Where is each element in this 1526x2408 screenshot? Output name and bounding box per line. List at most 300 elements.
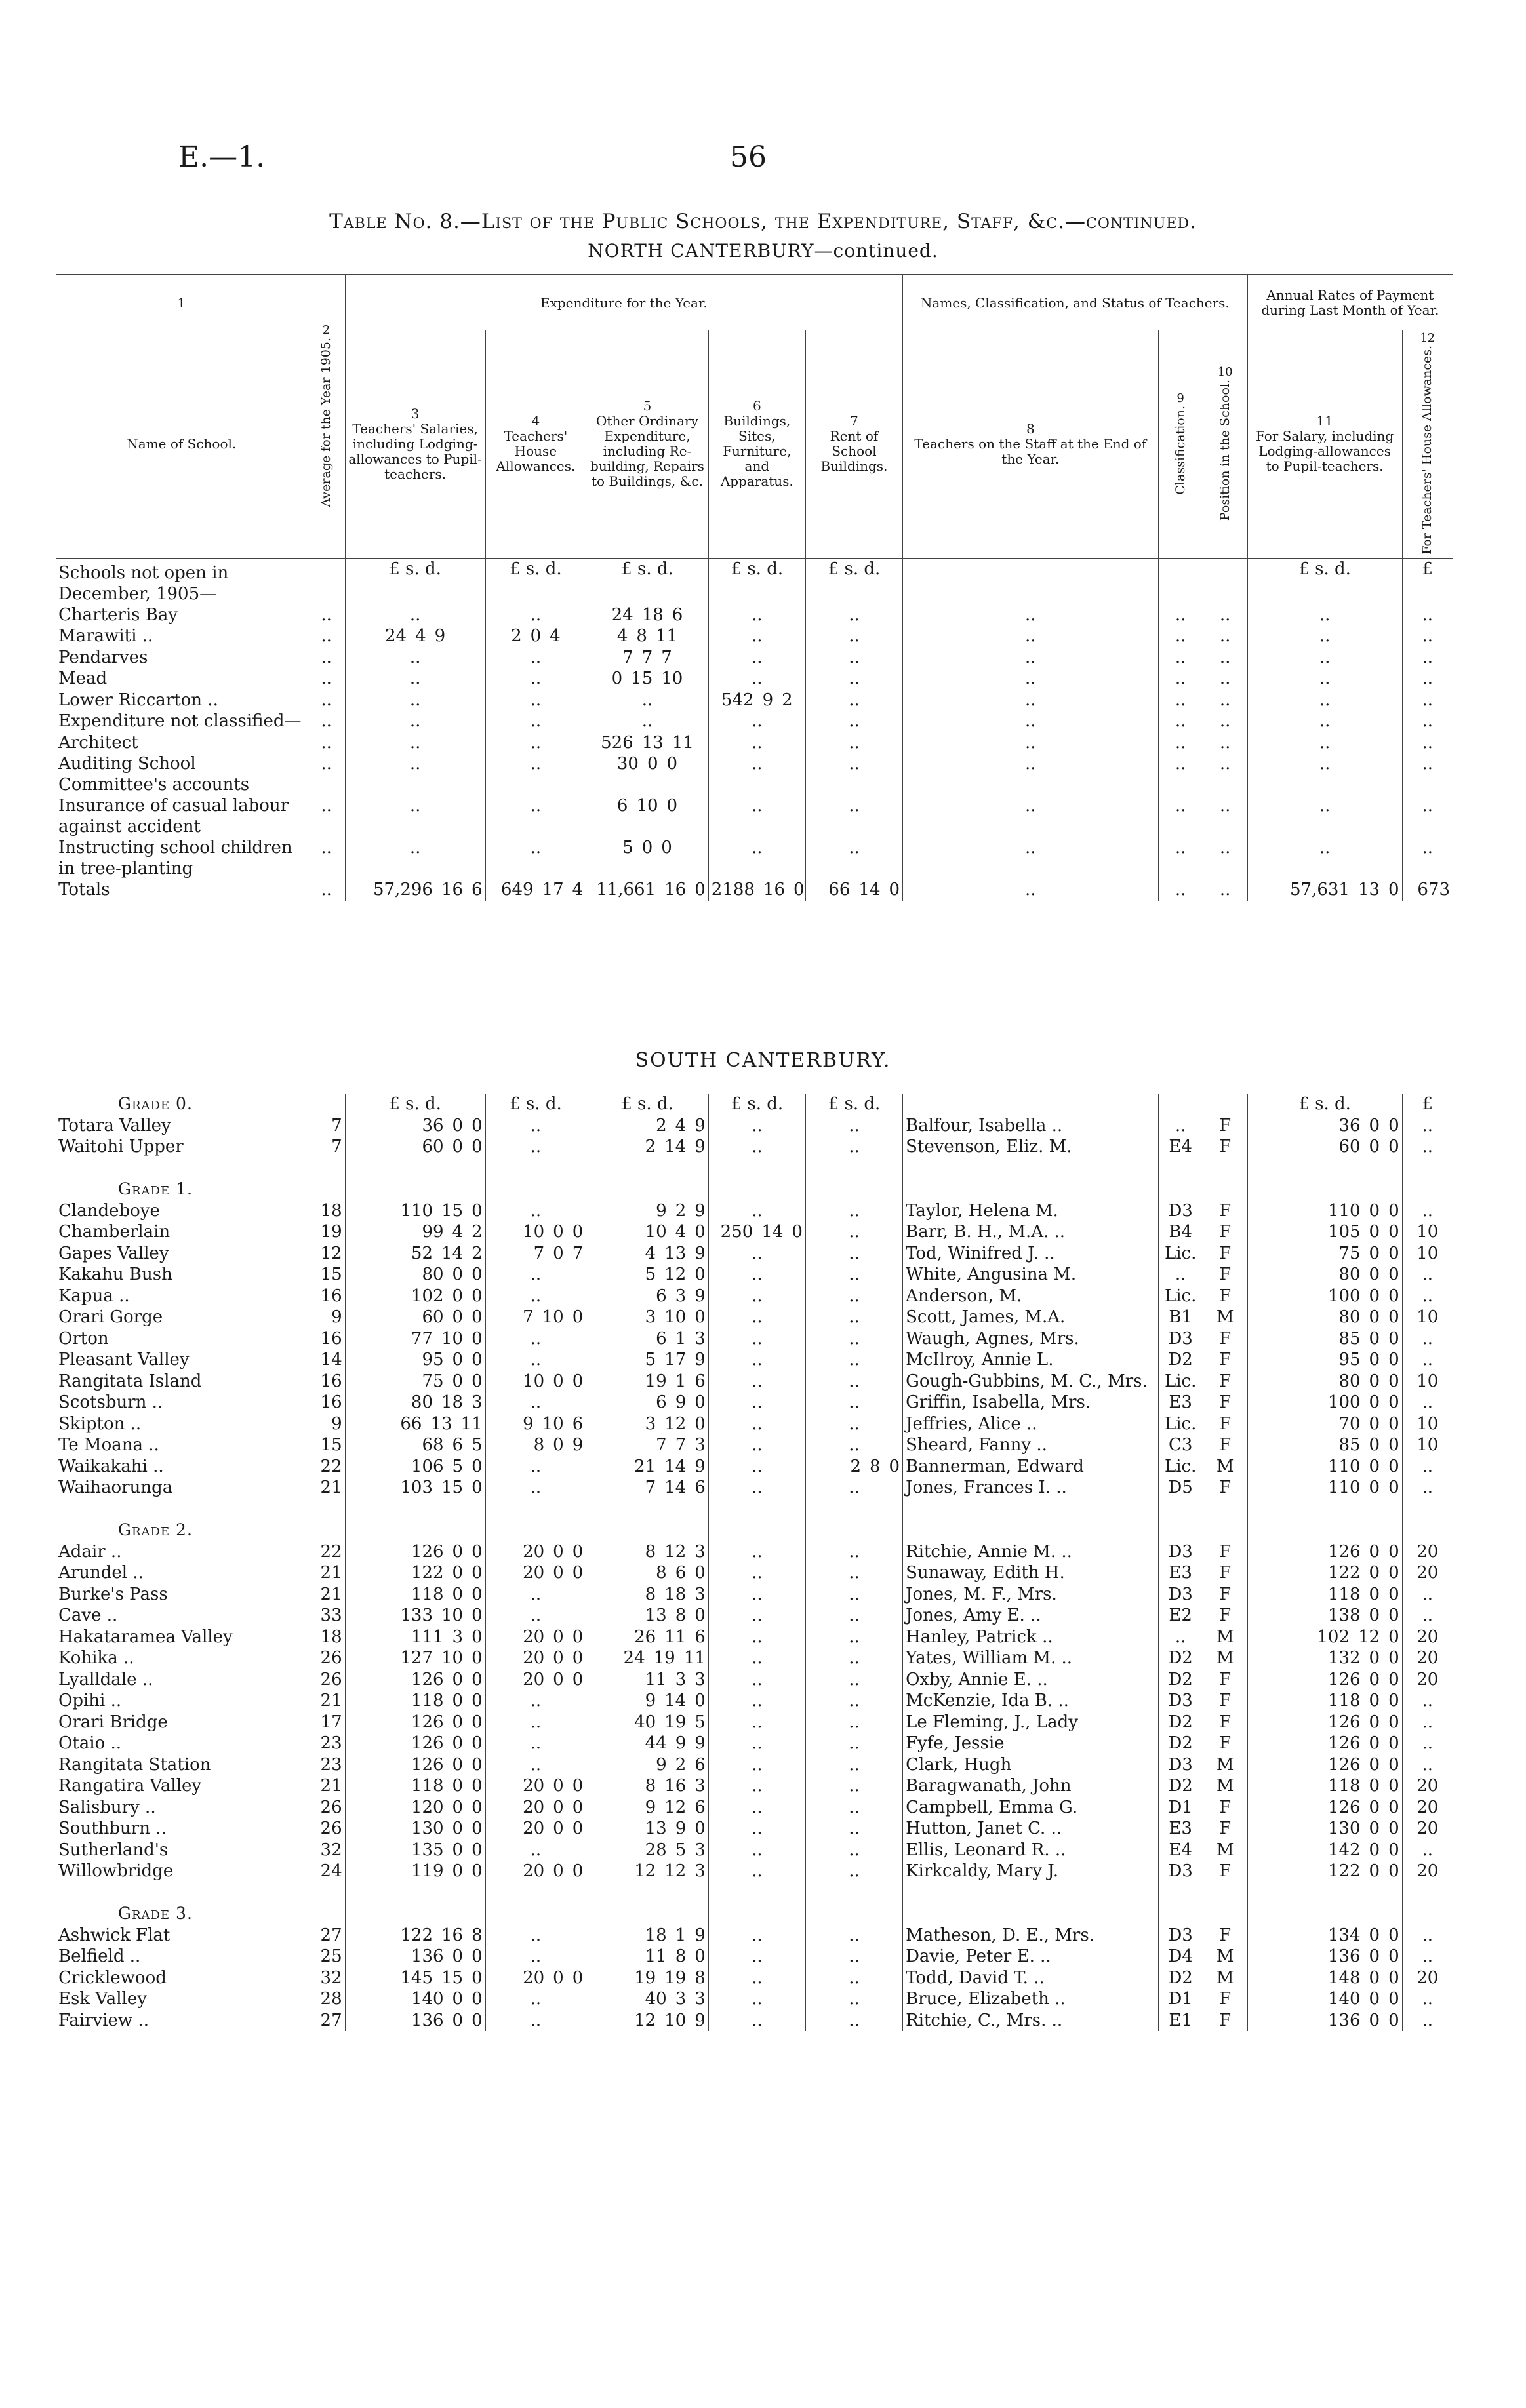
teacher-salaries: 126 0 0: [345, 1541, 485, 1563]
rent: ..: [805, 668, 902, 690]
school-name: Burke's Pass: [58, 1584, 168, 1604]
house-rate: ..: [1402, 1115, 1453, 1137]
buildings: ..: [708, 1818, 805, 1840]
rent: ..: [805, 753, 902, 795]
teacher-name: ..: [903, 753, 1159, 795]
teacher-name: Ellis, Leonard R. ..: [903, 1840, 1159, 1861]
other-expenditure: 24 18 6: [586, 604, 709, 626]
house-rate: 20: [1402, 1967, 1453, 1989]
salary-rate: ..: [1247, 604, 1402, 626]
classification: D3: [1158, 1328, 1203, 1350]
salary-rate: 100 0 0: [1247, 1392, 1402, 1413]
table-row: [56, 1754, 1453, 1776]
teacher-name: ..: [903, 732, 1159, 754]
buildings: ..: [708, 1669, 805, 1691]
teacher-salaries: 36 0 0: [345, 1115, 485, 1137]
teacher-name: McIlroy, Annie L.: [903, 1349, 1159, 1371]
avg-value: 26: [308, 1648, 345, 1669]
col7-header: Rent of School Buildings.: [820, 428, 888, 475]
classification: D3: [1158, 1200, 1203, 1222]
other-expenditure: 8 6 0: [586, 1562, 709, 1584]
classification: Lic.: [1158, 1456, 1203, 1478]
col9-header: Classification.: [1173, 405, 1188, 495]
rent: ..: [805, 732, 902, 754]
other-expenditure: 9 12 6: [586, 1797, 709, 1819]
group-spacer: [586, 1520, 709, 1541]
table-row: [56, 1413, 1453, 1435]
teacher-salaries: 75 0 0: [345, 1371, 485, 1392]
school-name: Esk Valley: [58, 1989, 147, 2009]
house-rate: ..: [1402, 732, 1453, 754]
teacher-salaries: 60 0 0: [345, 1307, 485, 1328]
group-spacer: [485, 1903, 586, 1925]
col10-header: Position in the School.: [1217, 379, 1232, 521]
table-row: [56, 1307, 1453, 1328]
table-row: [56, 1136, 1453, 1158]
rent: ..: [805, 1754, 902, 1776]
rent: ..: [805, 1328, 902, 1350]
classification: E4: [1158, 1136, 1203, 1158]
house-rate: 10: [1402, 1371, 1453, 1392]
units-label: £ s. d.: [345, 1094, 485, 1115]
rent: ..: [805, 1733, 902, 1754]
table-row: [56, 753, 1453, 795]
spacer-cell: [586, 1499, 709, 1520]
buildings: ..: [708, 1434, 805, 1456]
salary-rate: 110 0 0: [1247, 1477, 1402, 1499]
group-spacer: [903, 1179, 1159, 1200]
spacer-cell: [485, 1499, 586, 1520]
spacer-cell: [345, 1882, 485, 1904]
salary-rate: 118 0 0: [1247, 1690, 1402, 1712]
salary-rate: 126 0 0: [1247, 1797, 1402, 1819]
avg-value: 26: [308, 1818, 345, 1840]
expenditure-header: Expenditure for the Year.: [345, 275, 902, 330]
other-expenditure: 0 15 10: [586, 668, 709, 690]
classification: Lic.: [1158, 1371, 1203, 1392]
classification: D1: [1158, 1988, 1203, 2010]
avg-value: 26: [308, 1669, 345, 1691]
salary-rate: ..: [1247, 647, 1402, 669]
total-salaries: 57,296 16 6: [345, 879, 485, 901]
table-row: [56, 1541, 1453, 1563]
table-row: [56, 1562, 1453, 1584]
teacher-name: Tod, Winifred J. ..: [903, 1243, 1159, 1265]
teacher-salaries: 126 0 0: [345, 1712, 485, 1733]
spacer-cell: [485, 1882, 586, 1904]
salary-rate: 134 0 0: [1247, 1925, 1402, 1946]
teacher-name: ..: [903, 879, 1159, 901]
spacer-cell: [903, 1158, 1159, 1179]
group-spacer: [1247, 1179, 1402, 1200]
other-expenditure: 4 8 11: [586, 625, 709, 647]
other-expenditure: 7 7 3: [586, 1434, 709, 1456]
col12-number: 12: [1420, 331, 1436, 345]
col11-header: For Salary, including Lodging-allowances to Pupil-teachers.: [1255, 428, 1394, 475]
col2-number: 2: [322, 323, 331, 338]
other-expenditure: 6 1 3: [586, 1328, 709, 1350]
spacer-cell: [708, 1882, 805, 1904]
classification: ..: [1158, 753, 1203, 795]
grade-label: Grade 0.: [118, 1094, 193, 1113]
teacher-salaries: ..: [345, 690, 485, 711]
rent: 2 8 0: [805, 1456, 902, 1478]
house-rate: 10: [1402, 1243, 1453, 1265]
table-row: [56, 1712, 1453, 1733]
col1-number: 1: [56, 275, 308, 330]
spacer-cell: [56, 1158, 308, 1179]
classification: B4: [1158, 1221, 1203, 1243]
house-allowances: ..: [485, 711, 586, 732]
total-salary-rate: 57,631 13 0: [1247, 879, 1402, 901]
school-name: Rangitata Island: [58, 1371, 202, 1391]
teacher-salaries: 130 0 0: [345, 1818, 485, 1840]
teacher-salaries: 118 0 0: [345, 1584, 485, 1606]
salary-rate: 102 12 0: [1247, 1627, 1402, 1648]
total-house: 649 17 4: [485, 879, 586, 901]
buildings: ..: [708, 1861, 805, 1882]
teacher-name: Sheard, Fanny ..: [903, 1434, 1159, 1456]
classification: ..: [1158, 647, 1203, 669]
rent: ..: [805, 1221, 902, 1243]
position: F: [1203, 1349, 1247, 1371]
teacher-name: Bannerman, Edward: [903, 1456, 1159, 1478]
salary-rate: 80 0 0: [1247, 1371, 1402, 1392]
salary-rate: ..: [1247, 668, 1402, 690]
spacer-cell: [1158, 1158, 1203, 1179]
rent: ..: [805, 1200, 902, 1222]
house-allowances: ..: [485, 1286, 586, 1307]
buildings: ..: [708, 1328, 805, 1350]
teacher-salaries: 80 0 0: [345, 1264, 485, 1286]
table-row: [56, 1648, 1453, 1669]
salary-rate: ..: [1247, 795, 1402, 837]
teacher-name: [903, 558, 1159, 604]
avg-value: 18: [308, 1200, 345, 1222]
teacher-name: Balfour, Isabella ..: [903, 1115, 1159, 1137]
table-row: [56, 1903, 1453, 1925]
other-expenditure: 12 12 3: [586, 1861, 709, 1882]
table-row: [56, 1328, 1453, 1350]
classification: D2: [1158, 1712, 1203, 1733]
salary-rate: 142 0 0: [1247, 1840, 1402, 1861]
salary-rate: ..: [1247, 711, 1402, 732]
buildings: ..: [708, 1286, 805, 1307]
house-allowances: ..: [485, 1456, 586, 1478]
rent: ..: [805, 1775, 902, 1797]
classification: D2: [1158, 1967, 1203, 1989]
avg-value: 22: [308, 1456, 345, 1478]
school-name: Southburn ..: [58, 1819, 167, 1838]
spacer-cell: [903, 1499, 1159, 1520]
salary-rate: 140 0 0: [1247, 1988, 1402, 2010]
teachers-group-header: Names, Classification, and Status of Teachers.: [903, 275, 1248, 330]
units-label: £ s. d.: [586, 1094, 709, 1115]
table-row: [56, 1797, 1453, 1819]
table-row: [56, 1520, 1453, 1541]
units-spacer: [1203, 1094, 1247, 1115]
position: F: [1203, 2010, 1247, 2032]
teacher-name: Davie, Peter E. ..: [903, 1946, 1159, 1967]
other-expenditure: 3 10 0: [586, 1307, 709, 1328]
house-rate: ..: [1402, 1328, 1453, 1350]
avg-value: 25: [308, 1946, 345, 1967]
house-rate: ..: [1402, 625, 1453, 647]
teacher-salaries: 122 0 0: [345, 1562, 485, 1584]
classification: ..: [1158, 604, 1203, 626]
grade-label: Grade 3.: [118, 1904, 193, 1923]
salary-rate: ..: [1247, 753, 1402, 795]
spacer-cell: [56, 1882, 308, 1904]
house-allowances: ..: [485, 1712, 586, 1733]
group-spacer: [1203, 1179, 1247, 1200]
house-rate: ..: [1402, 1690, 1453, 1712]
school-name: Marawiti ..: [58, 626, 153, 646]
house-rate: ..: [1402, 1456, 1453, 1478]
position: F: [1203, 1669, 1247, 1691]
teacher-name: ..: [903, 837, 1159, 879]
rent: ..: [805, 1115, 902, 1137]
other-expenditure: 24 19 11: [586, 1648, 709, 1669]
house-allowances: 20 0 0: [485, 1818, 586, 1840]
house-allowances: 20 0 0: [485, 1797, 586, 1819]
house-allowances: ..: [485, 1328, 586, 1350]
page-number: 56: [730, 140, 767, 174]
other-expenditure: 526 13 11: [586, 732, 709, 754]
buildings: ..: [708, 1200, 805, 1222]
teacher-name: Barr, B. H., M.A. ..: [903, 1221, 1159, 1243]
teacher-name: Ritchie, Annie M. ..: [903, 1541, 1159, 1563]
school-name: Hakataramea Valley: [58, 1627, 233, 1647]
table-row: [56, 1882, 1453, 1904]
buildings: ..: [708, 1775, 805, 1797]
house-allowances: ..: [485, 1200, 586, 1222]
other-expenditure: 13 9 0: [586, 1818, 709, 1840]
group-spacer: [1158, 1520, 1203, 1541]
table-row: [56, 668, 1453, 690]
school-name: Willowbridge: [58, 1861, 174, 1881]
house-rate: ..: [1402, 1264, 1453, 1286]
salary-rate: 75 0 0: [1247, 1243, 1402, 1265]
buildings: ..: [708, 1733, 805, 1754]
house-allowances: ..: [485, 837, 586, 879]
buildings: ..: [708, 1988, 805, 2010]
avg-value: ..: [308, 879, 345, 901]
teacher-name: Le Fleming, J., Lady: [903, 1712, 1159, 1733]
teacher-name: ..: [903, 647, 1159, 669]
house-allowances: ..: [485, 1988, 586, 2010]
position: F: [1203, 1712, 1247, 1733]
table-row: [56, 1669, 1453, 1691]
group-spacer: [1247, 1903, 1402, 1925]
col11-number: 11: [1316, 413, 1333, 429]
buildings: ..: [708, 1648, 805, 1669]
rent: ..: [805, 1925, 902, 1946]
classification: ..: [1158, 1627, 1203, 1648]
table-row: [56, 711, 1453, 732]
units-label: £ s. d.: [708, 1094, 805, 1115]
school-name: Gapes Valley: [58, 1243, 169, 1263]
avg-value: 26: [308, 1797, 345, 1819]
table-row: [56, 625, 1453, 647]
rent: ..: [805, 1392, 902, 1413]
table-row: [56, 1094, 1453, 1115]
rent: ..: [805, 1562, 902, 1584]
avg-value: 15: [308, 1264, 345, 1286]
avg-value: 24: [308, 1861, 345, 1882]
spacer-cell: [308, 1158, 345, 1179]
avg-value: 32: [308, 1840, 345, 1861]
other-expenditure: 8 16 3: [586, 1775, 709, 1797]
total-other: 11,661 16 0: [586, 879, 709, 901]
classification: ..: [1158, 668, 1203, 690]
table-row: [56, 1456, 1453, 1478]
table-row: [56, 1775, 1453, 1797]
teacher-name: ..: [903, 711, 1159, 732]
position: F: [1203, 1243, 1247, 1265]
house-allowances: ..: [485, 1690, 586, 1712]
salary-rate: 136 0 0: [1247, 1946, 1402, 1967]
avg-value: 16: [308, 1328, 345, 1350]
rent: ..: [805, 1286, 902, 1307]
rent: ..: [805, 1861, 902, 1882]
col5-number: 5: [643, 398, 652, 414]
position: F: [1203, 1562, 1247, 1584]
classification: D4: [1158, 1946, 1203, 1967]
rent: ..: [805, 2010, 902, 2032]
classification: ..: [1158, 1115, 1203, 1137]
school-name: Opihi ..: [58, 1691, 122, 1710]
teacher-name: Matheson, D. E., Mrs.: [903, 1925, 1159, 1946]
house-allowances: ..: [485, 1946, 586, 1967]
classification: E4: [1158, 1840, 1203, 1861]
school-name: Rangitata Station: [58, 1754, 211, 1775]
spacer-cell: [1247, 1882, 1402, 1904]
spacer-cell: [586, 1158, 709, 1179]
house-allowances: ..: [485, 647, 586, 669]
classification: ..: [1158, 795, 1203, 837]
group-spacer: [586, 1903, 709, 1925]
avg-value: ..: [308, 753, 345, 795]
group-spacer: [1402, 1903, 1453, 1925]
position: F: [1203, 1392, 1247, 1413]
position: ..: [1203, 625, 1247, 647]
salary-rate: 122 0 0: [1247, 1562, 1402, 1584]
school-name: Expenditure not classified—: [58, 711, 302, 732]
other-expenditure: 13 8 0: [586, 1605, 709, 1627]
other-expenditure: 19 1 6: [586, 1371, 709, 1392]
spacer-cell: [1402, 1499, 1453, 1520]
position: ..: [1203, 753, 1247, 795]
avg-value: 16: [308, 1392, 345, 1413]
units-spacer: [1158, 1094, 1203, 1115]
house-rate: ..: [1402, 1733, 1453, 1754]
rent: ..: [805, 1840, 902, 1861]
school-name: Totara Valley: [58, 1115, 171, 1135]
teacher-name: ..: [903, 604, 1159, 626]
classification: E1: [1158, 2010, 1203, 2032]
region-north-title: NORTH CANTERBURY—continued.: [588, 240, 938, 262]
teacher-name: ..: [903, 690, 1159, 711]
group-spacer: [805, 1179, 902, 1200]
position: M: [1203, 1967, 1247, 1989]
salary-rate: £ s. d.: [1247, 558, 1402, 604]
position: M: [1203, 1627, 1247, 1648]
classification: ..: [1158, 711, 1203, 732]
rent: ..: [805, 1648, 902, 1669]
avg-value: ..: [308, 837, 345, 879]
spacer-cell: [586, 1882, 709, 1904]
group-spacer: [708, 1903, 805, 1925]
position: ..: [1203, 732, 1247, 754]
table-row: [56, 1392, 1453, 1413]
teacher-salaries: £ s. d.: [345, 558, 485, 604]
spacer-cell: [1402, 1882, 1453, 1904]
total-buildings: 2188 16 0: [708, 879, 805, 901]
avg-value: 14: [308, 1349, 345, 1371]
teacher-name: Todd, David T. ..: [903, 1967, 1159, 1989]
other-expenditure: 40 19 5: [586, 1712, 709, 1733]
table-row: [56, 732, 1453, 754]
buildings: ..: [708, 837, 805, 879]
salary-rate: ..: [1247, 732, 1402, 754]
other-expenditure: 7 14 6: [586, 1477, 709, 1499]
buildings: ..: [708, 647, 805, 669]
house-rate: 20: [1402, 1648, 1453, 1669]
school-name: Charteris Bay: [58, 604, 178, 625]
position: F: [1203, 1861, 1247, 1882]
buildings: ..: [708, 1541, 805, 1563]
house-rate: ..: [1402, 1754, 1453, 1776]
house-rate: £: [1402, 558, 1453, 604]
rent: ..: [805, 1967, 902, 1989]
classification: D2: [1158, 1775, 1203, 1797]
house-rate: ..: [1402, 1946, 1453, 1967]
group-spacer: [805, 1520, 902, 1541]
house-rate: 10: [1402, 1221, 1453, 1243]
house-rate: ..: [1402, 604, 1453, 626]
teacher-name: Stevenson, Eliz. M.: [903, 1136, 1159, 1158]
table-row: [56, 1371, 1453, 1392]
teacher-name: Griffin, Isabella, Mrs.: [903, 1392, 1159, 1413]
table-row: [56, 1627, 1453, 1648]
avg-value: 21: [308, 1775, 345, 1797]
salary-rate: 126 0 0: [1247, 1669, 1402, 1691]
group-spacer: [485, 1520, 586, 1541]
rent: ..: [805, 1818, 902, 1840]
col3-header: Teachers' Salaries, including Lodging-allowances to Pupil-teachers.: [348, 420, 482, 482]
house-rate: 20: [1402, 1562, 1453, 1584]
col8-number: 8: [1026, 420, 1035, 437]
salary-rate: 118 0 0: [1247, 1584, 1402, 1606]
salary-rate: ..: [1247, 690, 1402, 711]
group-spacer: [1158, 1179, 1203, 1200]
grade-label: Grade 2.: [118, 1520, 193, 1539]
house-rate: 10: [1402, 1434, 1453, 1456]
school-name: Te Moana ..: [58, 1435, 159, 1455]
house-allowances: ..: [485, 795, 586, 837]
table-row: [56, 1584, 1453, 1606]
position: ..: [1203, 690, 1247, 711]
avg-value: ..: [308, 690, 345, 711]
other-expenditure: 18 1 9: [586, 1925, 709, 1946]
teacher-salaries: 122 16 8: [345, 1925, 485, 1946]
school-name: Kakahu Bush: [58, 1265, 172, 1284]
school-name: Belfield ..: [58, 1946, 141, 1966]
position: F: [1203, 1434, 1247, 1456]
buildings: ..: [708, 1797, 805, 1819]
other-expenditure: ..: [586, 711, 709, 732]
